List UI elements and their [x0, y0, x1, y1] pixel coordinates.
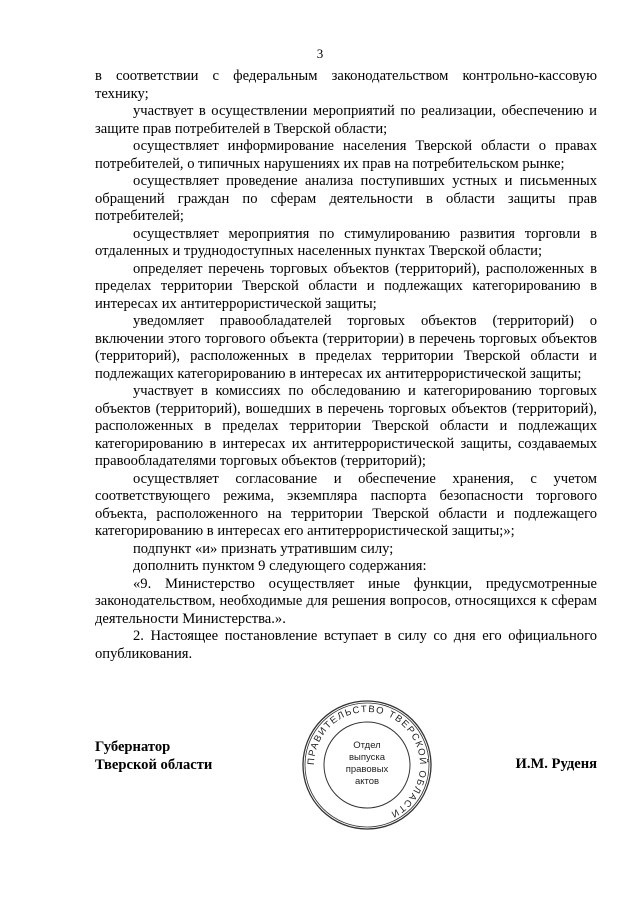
paragraph: «9. Министерство осуществляет иные функции, предусмотренные законодательством, необходимые для решения вопросов, относящихся к сферам деятельности Министерства.». — [95, 575, 597, 627]
paragraph: уведомляет правообладателей торговых объектов (территорий) о включении этого торгового объекта (территории) в перечень торговых объектов (территорий), расположенных в пределах территории Тверской области и подлежащих категорированию в интересах их антитеррористической защиты; — [95, 313, 597, 382]
paragraph: участвует в осуществлении мероприятий по реализации, обеспечению и защите прав потребителей в Тверской области; — [95, 103, 597, 137]
signatory-name: И.М. Руденя — [515, 756, 597, 772]
paragraph: подпункт «и» признать утратившим силу; — [133, 540, 394, 557]
paragraph: дополнить пунктом 9 следующего содержания: — [133, 558, 427, 574]
signatory-title-line: Губернатор — [95, 739, 171, 755]
signatory-title-line: Тверской области — [95, 757, 213, 773]
stamp-line: актов — [354, 776, 380, 787]
stamp-ring-text: ПРАВИТЕЛЬСТВО ТВЕРСКОЙ ОБЛАСТИ — [305, 703, 429, 821]
paragraph: определяет перечень торговых объектов (территорий), расположенных в пределах территории Тверской области и подлежащих категорированию в интересах их антитеррористической защиты; — [95, 260, 597, 312]
stamp-line: выпуска — [348, 752, 386, 763]
paragraph: осуществляет мероприятия по стимулированию развития торговли в отдаленных и труднодоступных населенных пунктах Тверской области; — [95, 225, 597, 259]
stamp-line: Отдел — [353, 740, 381, 751]
paragraph: осуществляет проведение анализа поступивших устных и письменных обращений граждан по сферам деятельности в области защиты прав потребителей; — [95, 173, 597, 224]
paragraph: в соответствии с федеральным законодательством контрольно-кассовую технику; — [95, 68, 597, 102]
paragraph: участвует в комиссиях по обследованию и категорированию торговых объектов (территорий), вошедших в перечень торговых объектов (территорий), расположенных в пределах территории Тверской области и подлежащих категорированию в интересах их антитеррористической защиты, создаваемых правообладателями торговых объектов (территорий); — [95, 383, 597, 469]
signature-block — [95, 738, 597, 778]
paragraph: осуществляет согласование и обеспечение хранения, с учетом соответствующего режима, экземпляра паспорта безопасности торгового объекта, расположенного на территории Тверской области и подлежащего категорированию в интересах его антитеррористической защиты;»; — [95, 470, 597, 539]
page-number: 3 — [316, 46, 324, 61]
paragraph: 2. Настоящее постановление вступает в силу со дня его официального опубликования. — [95, 628, 597, 662]
document-body — [95, 68, 597, 663]
stamp-line: правовых — [345, 764, 389, 775]
paragraph: осуществляет информирование населения Тверской области о правах потребителей, о типичных нарушениях их прав на потребительском рынке; — [95, 138, 597, 172]
signatory-title — [95, 738, 212, 774]
